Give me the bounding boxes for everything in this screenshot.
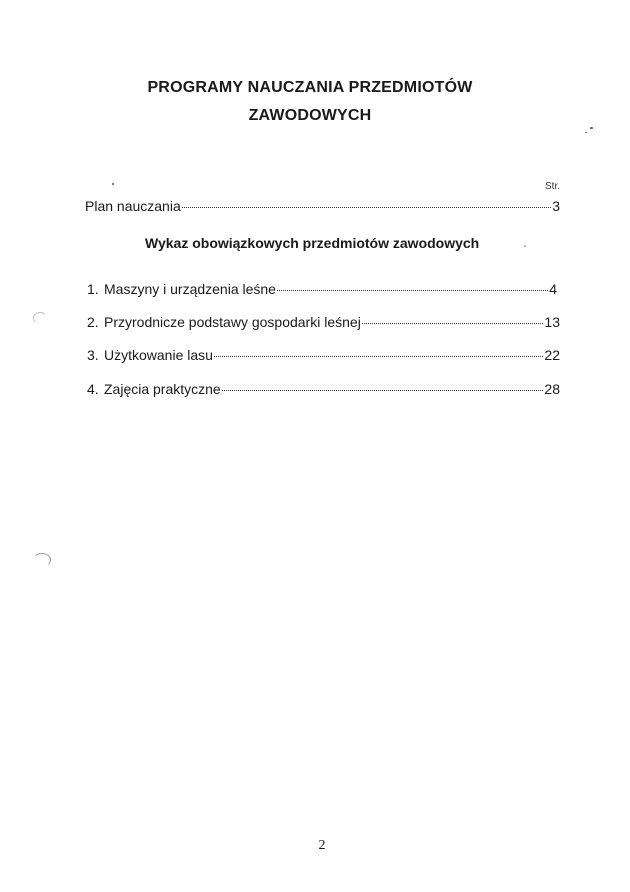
toc-entry-label [87,314,361,330]
dot-leader [222,390,544,391]
toc-entry-subject-3 [87,347,560,363]
toc-entry-number: 1. [87,281,99,297]
toc-entry-label [87,281,276,297]
document-title-line-2: ZAWODOWYCH [248,107,372,124]
toc-entry-page: 3 [552,198,560,214]
toc-entry-page: 4 [549,281,557,297]
toc-entry-label: Plan nauczania [85,198,181,214]
toc-entry-text: Maszyny i urządzenia leśne [104,281,276,297]
dot-leader [214,356,543,357]
toc-entry-text: Przyrodnicze podstawy gospodarki leśnej [104,314,361,330]
toc-entry-number: 4. [87,381,99,397]
toc-entry-number: 3. [87,347,99,363]
toc-entry-subject-2 [87,314,560,330]
toc-entry-text: Użytkowanie lasu [104,347,213,363]
toc-entry-subject-4 [87,381,560,397]
toc-entry-subject-1 [87,281,557,297]
toc-entry-page: 22 [544,347,560,363]
page-number: 2 [318,838,326,853]
dot-leader [182,207,551,208]
scan-speck [524,245,526,247]
punch-hole-mark [33,312,47,324]
section-heading: Wykaz obowiązkowych przedmiotów zawodowych [145,235,480,251]
toc-entry-page: 28 [544,381,560,397]
toc-entry-label [87,347,213,363]
scan-speck [590,127,593,129]
punch-hole-mark [33,553,51,567]
toc-entry-number: 2. [87,314,99,330]
toc-entry-label [87,381,221,397]
dot-leader [277,290,548,291]
toc-entry-plan [85,198,560,214]
dot-leader [362,323,544,324]
page-column-label: Str. [545,181,561,192]
toc-entry-text: Zajęcia praktyczne [104,381,221,397]
document-title-line-1: PROGRAMY NAUCZANIA PRZEDMIOTÓW [147,79,473,96]
scan-speck [585,132,587,133]
scan-speck [112,183,114,185]
toc-entry-page: 13 [544,314,560,330]
